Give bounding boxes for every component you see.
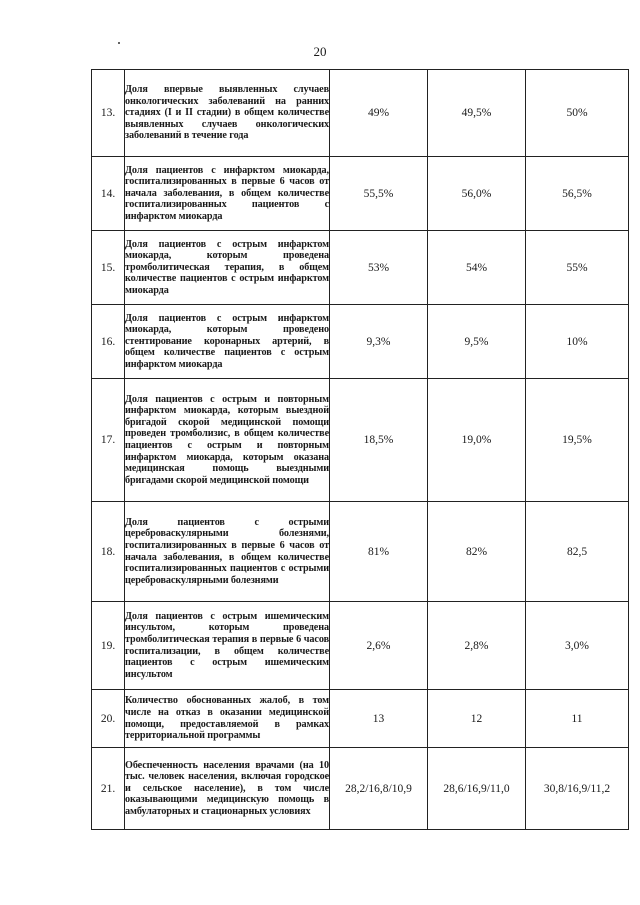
table-row — [92, 379, 629, 502]
row-number: 21. — [92, 748, 125, 830]
indicator-description: Доля пациентов с острым инфарктом миокарда, которым проведено стентирование коронарных артерий, в общем количестве пациентов с острым инфарктом миокарда — [125, 305, 330, 379]
row-number: 16. — [92, 305, 125, 379]
row-number: 14. — [92, 157, 125, 231]
row-number: 13. — [92, 70, 125, 157]
row-number: 20. — [92, 690, 125, 748]
indicator-value-year-2: 28,6/16,9/11,0 — [428, 748, 526, 830]
indicator-value-year-3: 19,5% — [526, 379, 629, 502]
indicator-value-year-2: 54% — [428, 231, 526, 305]
indicator-value-year-1: 49% — [330, 70, 428, 157]
indicator-description: Количество обоснованных жалоб, в том числе на отказ в оказании медицинской помощи, предоставляемой в рамках территориальной программы — [125, 690, 330, 748]
table-row — [92, 157, 629, 231]
indicator-value-year-2: 49,5% — [428, 70, 526, 157]
indicators-table — [91, 69, 629, 830]
table-row — [92, 305, 629, 379]
table-row — [92, 748, 629, 830]
indicator-description: Доля пациентов с острым ишемическим инсультом, которым проведена тромболитическая терапия в первые 6 часов госпитализации, в общем количестве пациентов с острым ишемическим инсультом — [125, 602, 330, 690]
table-row — [92, 602, 629, 690]
indicator-value-year-2: 9,5% — [428, 305, 526, 379]
indicator-value-year-1: 2,6% — [330, 602, 428, 690]
indicator-value-year-1: 55,5% — [330, 157, 428, 231]
indicator-value-year-3: 55% — [526, 231, 629, 305]
indicator-value-year-3: 10% — [526, 305, 629, 379]
indicator-value-year-3: 30,8/16,9/11,2 — [526, 748, 629, 830]
indicator-value-year-3: 56,5% — [526, 157, 629, 231]
indicator-description: Доля пациентов с острым инфарктом миокарда, которым проведена тромболитическая терапия, в общем количестве пациентов с острым инфарктом миокарда — [125, 231, 330, 305]
table-row — [92, 231, 629, 305]
row-number: 15. — [92, 231, 125, 305]
indicator-value-year-1: 28,2/16,8/10,9 — [330, 748, 428, 830]
indicator-value-year-1: 81% — [330, 502, 428, 602]
indicator-value-year-1: 18,5% — [330, 379, 428, 502]
indicator-description: Доля пациентов с инфарктом миокарда, госпитализированных в первые 6 часов от начала заболевания, в общем количестве госпитализированных пациентов с инфарктом миокарда — [125, 157, 330, 231]
table-row — [92, 690, 629, 748]
indicator-value-year-2: 19,0% — [428, 379, 526, 502]
indicator-description: Доля пациентов с острым и повторным инфарктом миокарда, которым выездной бригадой скорой медицинской помощи проведен тромболизис, в общем количестве пациентов с острым и повторным инфарктом миокарда, которым оказана медицинская помощь выездными бригадами скорой медицинской помощи — [125, 379, 330, 502]
table-row — [92, 502, 629, 602]
indicator-description: Доля впервые выявленных случаев онкологических заболеваний на ранних стадиях (I и II стадии) в общем количестве выявленных случаев онкологических заболеваний в течение года — [125, 70, 330, 157]
indicator-value-year-2: 56,0% — [428, 157, 526, 231]
page-number: 20 — [313, 44, 327, 59]
indicator-value-year-2: 2,8% — [428, 602, 526, 690]
table-body — [92, 70, 629, 830]
indicator-value-year-3: 11 — [526, 690, 629, 748]
row-number: 19. — [92, 602, 125, 690]
indicator-value-year-3: 82,5 — [526, 502, 629, 602]
row-number: 17. — [92, 379, 125, 502]
indicator-description: Доля пациентов с острыми цереброваскулярными болезнями, госпитализированных в первые 6 часов от начала заболевания, в общем количестве госпитализированных пациентов с острыми цереброваскулярными болезнями — [125, 502, 330, 602]
row-number: 18. — [92, 502, 125, 602]
indicator-value-year-1: 9,3% — [330, 305, 428, 379]
indicator-value-year-3: 50% — [526, 70, 629, 157]
indicator-value-year-2: 12 — [428, 690, 526, 748]
table-row — [92, 70, 629, 157]
indicator-value-year-2: 82% — [428, 502, 526, 602]
indicator-value-year-3: 3,0% — [526, 602, 629, 690]
indicator-description: Обеспеченность населения врачами (на 10 тыс. человек населения, включая городское и сельское население), в том числе оказывающими медицинскую помощь в амбулаторных и стационарных условиях — [125, 748, 330, 830]
indicator-value-year-1: 53% — [330, 231, 428, 305]
indicator-value-year-1: 13 — [330, 690, 428, 748]
